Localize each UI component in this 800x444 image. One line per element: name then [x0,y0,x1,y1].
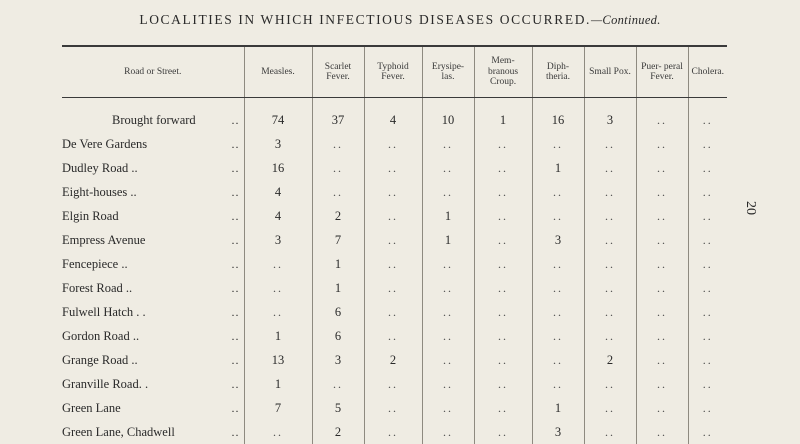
case-count-cell: 3 [532,420,584,444]
row-leader-dots: .. [232,137,240,152]
case-count-cell: .. [364,324,422,348]
table-row [62,300,727,324]
street-name: Grange Road .. [62,353,138,367]
column-header: Road or Street. [62,47,244,98]
column-header: Scarlet Fever. [312,47,364,98]
case-count-cell: .. [636,180,688,204]
case-count-cell: .. [688,204,727,228]
case-count-cell: .. [474,204,532,228]
case-count-cell: 6 [312,324,364,348]
case-count-cell: 3 [244,132,312,156]
case-count-cell: .. [474,132,532,156]
case-count-cell: .. [532,204,584,228]
street-name: Green Lane [62,401,121,415]
case-count-cell: .. [584,300,636,324]
row-leader-dots: .. [232,281,240,296]
case-count-cell: .. [636,204,688,228]
column-header: Small Pox. [584,47,636,98]
street-cell [62,228,244,252]
street-cell [62,276,244,300]
case-count-cell: .. [532,300,584,324]
case-count-cell: 2 [312,420,364,444]
case-count-cell: .. [244,300,312,324]
case-count-cell: .. [474,156,532,180]
street-cell [62,156,244,180]
case-count-cell: 16 [244,156,312,180]
row-leader-dots: .. [232,185,240,200]
table-row [62,108,727,132]
case-count-cell: 1 [422,228,474,252]
street-name: Forest Road .. [62,281,132,295]
case-count-cell: .. [636,252,688,276]
case-count-cell: .. [584,156,636,180]
case-count-cell: .. [584,276,636,300]
case-count-cell: .. [244,252,312,276]
disease-table-container [62,45,727,439]
case-count-cell: .. [364,228,422,252]
case-count-cell: .. [422,372,474,396]
street-cell [62,132,244,156]
street-cell [62,372,244,396]
column-header: Typhoid Fever. [364,47,422,98]
case-count-cell: .. [688,324,727,348]
case-count-cell: .. [584,180,636,204]
case-count-cell: 6 [312,300,364,324]
page-number: 20 [742,196,758,220]
case-count-cell: .. [422,252,474,276]
case-count-cell: .. [312,372,364,396]
spacer-cell [312,98,364,109]
case-count-cell: .. [688,420,727,444]
case-count-cell: .. [532,252,584,276]
column-header: Erysipe- las. [422,47,474,98]
case-count-cell: .. [636,276,688,300]
case-count-cell: .. [312,180,364,204]
case-count-cell: .. [532,348,584,372]
spacer-cell [688,98,727,109]
case-count-cell: .. [474,300,532,324]
case-count-cell: .. [636,396,688,420]
case-count-cell: 3 [244,228,312,252]
case-count-cell: .. [364,156,422,180]
case-count-cell: .. [688,156,727,180]
case-count-cell: 3 [532,228,584,252]
case-count-cell: .. [474,372,532,396]
spacer-cell [636,98,688,109]
case-count-cell: .. [422,180,474,204]
case-count-cell: .. [364,372,422,396]
case-count-cell: .. [688,108,727,132]
case-count-cell: .. [422,396,474,420]
page-title [0,12,800,28]
street-cell [62,324,244,348]
title-main: LOCALITIES IN WHICH INFECTIOUS DISEASES OCCURRED. [139,12,591,27]
case-count-cell: 13 [244,348,312,372]
spacer-cell [244,98,312,109]
case-count-cell: 37 [312,108,364,132]
street-cell [62,300,244,324]
case-count-cell: 2 [312,204,364,228]
disease-localities-table [62,47,727,444]
table-row [62,396,727,420]
case-count-cell: .. [636,420,688,444]
row-leader-dots: .. [232,161,240,176]
row-leader-dots: .. [232,257,240,272]
case-count-cell: 1 [532,156,584,180]
case-count-cell: .. [688,372,727,396]
table-body [62,98,727,444]
case-count-cell: 1 [312,276,364,300]
case-count-cell: .. [584,324,636,348]
case-count-cell: .. [364,204,422,228]
case-count-cell: .. [474,228,532,252]
case-count-cell: .. [474,324,532,348]
spacer-cell [532,98,584,109]
table-row [62,420,727,444]
case-count-cell: .. [364,420,422,444]
case-count-cell: .. [636,372,688,396]
case-count-cell: 1 [244,324,312,348]
case-count-cell: .. [532,324,584,348]
row-leader-dots: .. [232,209,240,224]
case-count-cell: .. [532,180,584,204]
case-count-cell: .. [474,252,532,276]
case-count-cell: .. [532,132,584,156]
street-cell [62,108,244,132]
case-count-cell: .. [584,372,636,396]
case-count-cell: .. [244,420,312,444]
street-name: Eight-houses .. [62,185,137,199]
case-count-cell: .. [422,324,474,348]
street-name: Dudley Road .. [62,161,138,175]
table-row [62,180,727,204]
spacer-cell [474,98,532,109]
column-header: Cholera. [688,47,727,98]
case-count-cell: .. [364,276,422,300]
street-cell [62,348,244,372]
street-name: Empress Avenue [62,233,145,247]
case-count-cell: .. [584,252,636,276]
case-count-cell: .. [636,348,688,372]
street-cell [62,252,244,276]
street-cell [62,204,244,228]
table-row [62,204,727,228]
street-cell [62,420,244,444]
case-count-cell: .. [312,132,364,156]
spacer-cell [62,98,244,109]
case-count-cell: .. [422,156,474,180]
case-count-cell: .. [688,396,727,420]
case-count-cell: .. [532,276,584,300]
title-continued: —Continued. [591,13,661,27]
case-count-cell: 3 [584,108,636,132]
case-count-cell: 3 [312,348,364,372]
table-row [62,276,727,300]
street-cell [62,180,244,204]
column-header: Measles. [244,47,312,98]
case-count-cell: .. [636,228,688,252]
street-name: Elgin Road [62,209,119,223]
case-count-cell: .. [244,276,312,300]
case-count-cell: .. [636,108,688,132]
row-leader-dots: .. [232,425,240,440]
case-count-cell: 7 [244,396,312,420]
row-leader-dots: .. [232,113,240,128]
case-count-cell: .. [688,180,727,204]
case-count-cell: .. [584,396,636,420]
case-count-cell: .. [636,132,688,156]
case-count-cell: 7 [312,228,364,252]
case-count-cell: 4 [244,180,312,204]
case-count-cell: .. [688,132,727,156]
street-name: Granville Road. . [62,377,148,391]
table-spacer-row [62,98,727,109]
row-leader-dots: .. [232,305,240,320]
row-leader-dots: .. [232,329,240,344]
table-header-row [62,47,727,98]
table-row [62,348,727,372]
row-leader-dots: .. [232,377,240,392]
table-row [62,324,727,348]
case-count-cell: 1 [532,396,584,420]
street-name: Fencepiece .. [62,257,128,271]
case-count-cell: 1 [422,204,474,228]
spacer-cell [584,98,636,109]
case-count-cell: .. [688,276,727,300]
case-count-cell: .. [364,132,422,156]
row-leader-dots: .. [232,353,240,368]
case-count-cell: 2 [364,348,422,372]
street-name: Gordon Road .. [62,329,139,343]
case-count-cell: .. [422,420,474,444]
column-header: Mem- branous Croup. [474,47,532,98]
column-header: Diph- theria. [532,47,584,98]
street-name: De Vere Gardens [62,137,147,151]
case-count-cell: .. [688,300,727,324]
case-count-cell: 16 [532,108,584,132]
case-count-cell: .. [532,372,584,396]
case-count-cell: .. [688,348,727,372]
case-count-cell: .. [474,348,532,372]
case-count-cell: .. [422,132,474,156]
case-count-cell: 4 [364,108,422,132]
case-count-cell: .. [636,324,688,348]
case-count-cell: .. [422,348,474,372]
case-count-cell: .. [584,228,636,252]
case-count-cell: .. [364,396,422,420]
street-name: Green Lane, Chadwell [62,425,175,439]
street-name: Brought forward [62,113,196,127]
table-row [62,372,727,396]
case-count-cell: .. [474,276,532,300]
spacer-cell [364,98,422,109]
case-count-cell: 1 [312,252,364,276]
case-count-cell: .. [474,396,532,420]
case-count-cell: .. [364,252,422,276]
case-count-cell: 1 [474,108,532,132]
table-row [62,156,727,180]
case-count-cell: .. [474,180,532,204]
case-count-cell: .. [474,420,532,444]
case-count-cell: 1 [244,372,312,396]
case-count-cell: .. [688,228,727,252]
table-row [62,132,727,156]
table-row [62,228,727,252]
column-header: Puer- peral Fever. [636,47,688,98]
case-count-cell: 74 [244,108,312,132]
case-count-cell: .. [584,204,636,228]
case-count-cell: .. [364,300,422,324]
table-row [62,252,727,276]
case-count-cell: .. [312,156,364,180]
row-leader-dots: .. [232,233,240,248]
case-count-cell: .. [636,300,688,324]
case-count-cell: .. [584,420,636,444]
row-leader-dots: .. [232,401,240,416]
case-count-cell: .. [636,156,688,180]
case-count-cell: 5 [312,396,364,420]
street-name: Fulwell Hatch . . [62,305,146,319]
street-cell [62,396,244,420]
case-count-cell: 4 [244,204,312,228]
spacer-cell [422,98,474,109]
case-count-cell: .. [422,276,474,300]
case-count-cell: .. [584,132,636,156]
case-count-cell: 10 [422,108,474,132]
case-count-cell: .. [688,252,727,276]
case-count-cell: .. [422,300,474,324]
case-count-cell: .. [364,180,422,204]
case-count-cell: 2 [584,348,636,372]
